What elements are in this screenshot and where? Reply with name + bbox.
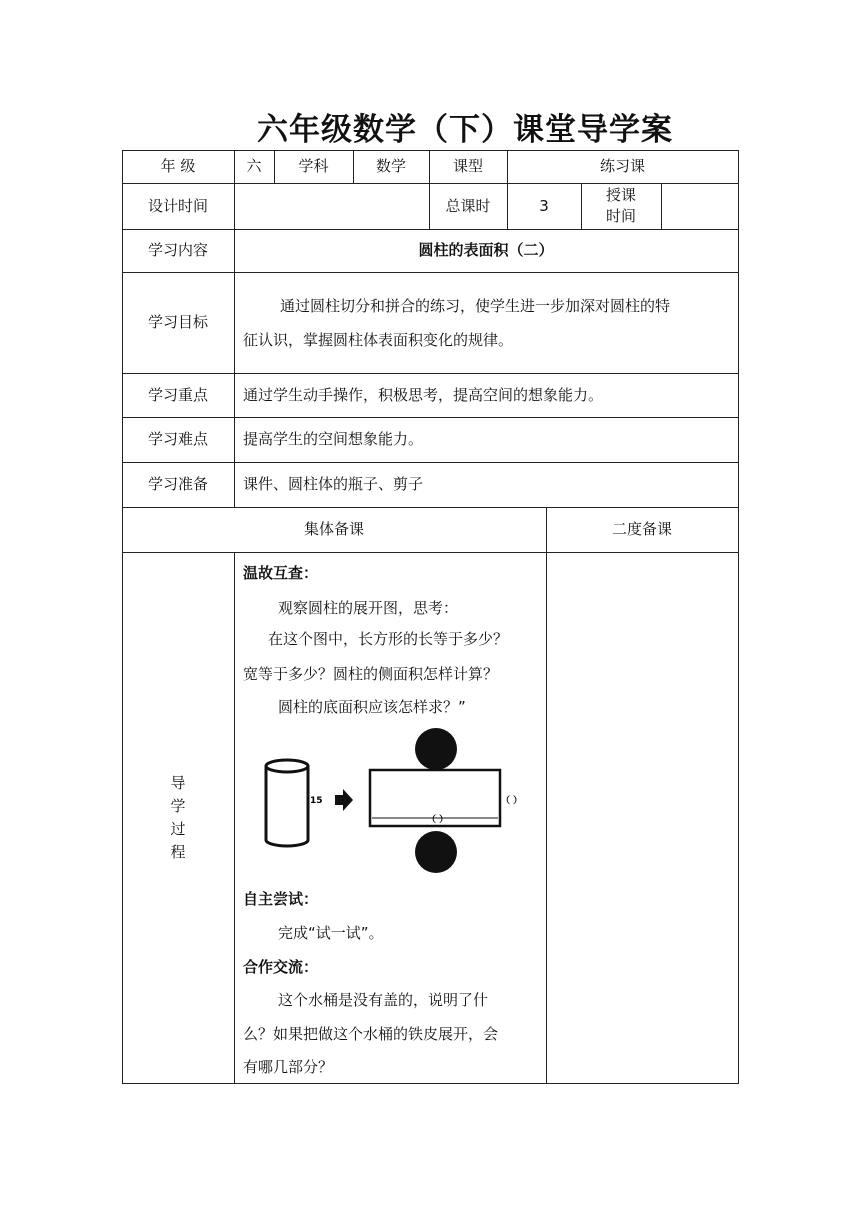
subject-value: 数学 (375, 157, 406, 176)
teach-time-value (661, 183, 738, 229)
review-line-1: 观察圆柱的展开图，思考： (278, 599, 459, 617)
teach-time-label (581, 183, 661, 229)
teach-time-label-line2: 时间 (605, 207, 636, 225)
key-point-value: 通过学生动手操作，积极思考，提高空间的想象能力。 (243, 385, 604, 404)
top-base-circle (415, 728, 457, 770)
cylinder-icon (266, 760, 308, 846)
arrow-right-icon (335, 789, 353, 811)
review-line-4: 圆柱的底面积应该怎样求？” (278, 698, 466, 716)
goal-line-1: 通过圆柱切分和拼合的练习，使学生进一步加深对圆柱的特 (280, 297, 671, 315)
coop-line-1: 这个水桶是没有盖的，说明了什 (278, 991, 489, 1009)
coop-heading: 合作交流： (243, 958, 319, 976)
total-hours-label: 总课时 (445, 196, 491, 215)
difficulty-label: 学习难点 (147, 430, 208, 449)
subject-label: 学科 (298, 157, 329, 176)
try-line: 完成“试一试”。 (278, 924, 384, 942)
second-prep-header: 二度备课 (611, 520, 672, 539)
design-time-value (234, 183, 429, 229)
goal-text (243, 289, 735, 357)
goal-label: 学习目标 (147, 313, 208, 332)
goal-line-2: 征认识，掌握圆柱体表面积变化的规律。 (243, 331, 514, 349)
grade-label: 年 级 (160, 157, 196, 176)
design-time-label: 设计时间 (147, 196, 208, 215)
coop-line-3: 有哪几部分？ (243, 1058, 334, 1076)
difficulty-value: 提高学生的空间想象能力。 (243, 430, 424, 449)
preparation-label: 学习准备 (147, 475, 208, 494)
bottom-base-circle (415, 831, 457, 873)
content-label: 学习内容 (147, 241, 208, 260)
review-heading: 温故互查： (243, 564, 319, 582)
review-line-2: 在这个图中，长方形的长等于多少？ (268, 630, 509, 648)
lesson-type-value: 练习课 (599, 157, 645, 176)
process-label-char: 学 (170, 797, 186, 815)
height-label: 15 (310, 796, 323, 806)
grade-value: 六 (246, 157, 262, 176)
coop-line-2: 么？如果把做这个水桶的铁皮展开，会 (243, 1025, 499, 1043)
review-line-3: 宽等于多少？圆柱的侧面积怎样计算？ (243, 665, 499, 683)
preparation-value: 课件、圆柱体的瓶子、剪子 (243, 475, 424, 494)
try-heading: 自主尝试： (243, 890, 319, 908)
page-title: 六年级数学（下）课堂导学案 (257, 112, 673, 148)
process-label-char: 过 (170, 820, 186, 838)
cylinder-net-figure (255, 728, 535, 878)
total-hours-value: 3 (539, 196, 549, 215)
process-label-char: 导 (170, 774, 186, 792)
teach-time-label-line1: 授课 (605, 186, 636, 204)
width-blank: （ ） (501, 796, 523, 806)
content-value: 圆柱的表面积（二） (418, 241, 554, 260)
process-label-char: 程 (170, 843, 186, 861)
length-blank: （ ） (427, 815, 449, 825)
key-point-label: 学习重点 (147, 385, 208, 404)
collective-prep-header: 集体备课 (303, 520, 364, 539)
lesson-type-label: 课型 (452, 157, 483, 176)
process-label (122, 772, 234, 864)
